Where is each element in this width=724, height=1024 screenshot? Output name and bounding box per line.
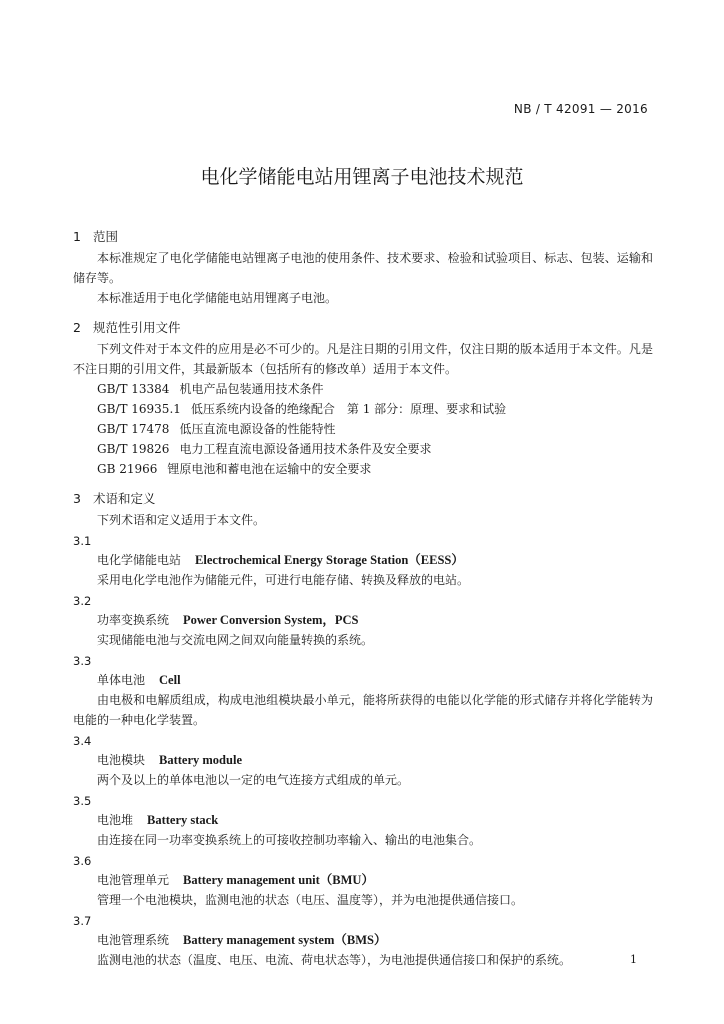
scope-paragraph: 本标准适用于电化学储能电站用锂离子电池。 [97,291,338,305]
term-name-en: Battery module [159,753,242,767]
references-intro: 下列文件对于本文件的应用是必不可少的。凡是注日期的引用文件，仅注日期的版本适用于本文件。凡是不注日期的引用文件，其最新版本（包括所有的修改单）适用于本文件。 [73,342,653,376]
term-number: 3.2 [73,594,92,608]
reference-code: GB/T 17478 [97,422,170,436]
term-name-zh: 电池堆 [97,813,134,827]
term-number: 3.4 [73,734,92,748]
section-heading-terms [73,488,653,510]
term-name-en: Battery stack [147,813,219,827]
section-number: 3 [73,491,81,506]
term-definition: 监测电池的状态（温度、电压、电流、荷电状态等），为电池提供通信接口和保护的系统。 [97,953,572,967]
term-number: 3.6 [73,854,92,868]
term-name-zh: 单体电池 [97,673,146,687]
section-number: 1 [73,229,81,244]
reference-code: GB/T 16935.1 [97,402,181,416]
term-name [73,870,653,890]
term-number: 3.7 [73,914,92,928]
terms-intro: 下列术语和定义适用于本文件。 [97,513,266,527]
scope-paragraph: 本标准规定了电化学储能电站锂离子电池的使用条件、技术要求、检验和试验项目、标志、包装、运输和储存等。 [73,251,653,285]
term-name-zh: 电化学储能电站 [97,553,182,567]
term-number: 3.5 [73,794,92,808]
term-name [73,810,653,830]
term-name-en: Electrochemical Energy Storage Station（EESS） [195,553,464,567]
term-name [73,610,653,630]
section-heading-scope [73,226,653,248]
term-name-en: Battery management system（BMS） [183,933,387,947]
section-heading-references [73,317,653,339]
term-number: 3.3 [73,654,92,668]
term-definition: 采用电化学电池作为储能元件，可进行电能存储、转换及释放的电站。 [97,573,470,587]
term-name-en: Power Conversion System，PCS [183,613,359,627]
reference-code: GB/T 13384 [97,382,170,396]
term-name [73,670,653,690]
reference-code: GB/T 19826 [97,442,170,456]
standard-number: NB / T 42091 — 2016 [513,102,648,116]
term-definition: 由电极和电解质组成，构成电池组模块最小单元，能将所获得的电能以化学能的形式储存并将化学能转为电能的一种电化学装置。 [73,693,653,727]
section-title: 术语和定义 [93,491,156,506]
page-number: 1 [630,953,637,966]
term-definition: 由连接在同一功率变换系统上的可接收控制功率输入、输出的电池集合。 [97,833,482,847]
document-body [73,226,653,970]
term-name-zh: 电池管理系统 [97,933,170,947]
term-name-zh: 电池管理单元 [97,873,170,887]
term-definition: 两个及以上的单体电池以一定的电气连接方式组成的单元。 [97,773,410,787]
reference-title: 机电产品包装通用技术条件 [179,382,324,396]
section-number: 2 [73,320,81,335]
term-name-en: Battery management unit（BMU） [183,873,374,887]
reference-item [73,419,653,439]
reference-code: GB 21966 [97,462,158,476]
reference-title: 锂原电池和蓄电池在运输中的安全要求 [167,462,372,476]
term-definition: 实现储能电池与交流电网之间双向能量转换的系统。 [97,633,374,647]
term-name-zh: 电池模块 [97,753,146,767]
reference-title: 低压直流电源设备的性能特性 [179,422,336,436]
term-definition: 管理一个电池模块，监测电池的状态（电压、温度等），并为电池提供通信接口。 [97,893,524,907]
reference-item [73,439,653,459]
term-name [73,930,653,950]
reference-title: 低压系统内设备的绝缘配合 第 1 部分：原理、要求和试验 [190,402,507,416]
reference-item [73,379,653,399]
term-name [73,750,653,770]
reference-item [73,459,653,479]
term-name-zh: 功率变换系统 [97,613,170,627]
term-name [73,550,653,570]
document-title: 电化学储能电站用锂离子电池技术规范 [200,166,524,188]
reference-item [73,399,653,419]
section-title: 范围 [93,229,119,244]
term-number: 3.1 [73,534,92,548]
reference-title: 电力工程直流电源设备通用技术条件及安全要求 [179,442,432,456]
section-title: 规范性引用文件 [93,320,181,335]
term-name-en: Cell [159,673,181,687]
